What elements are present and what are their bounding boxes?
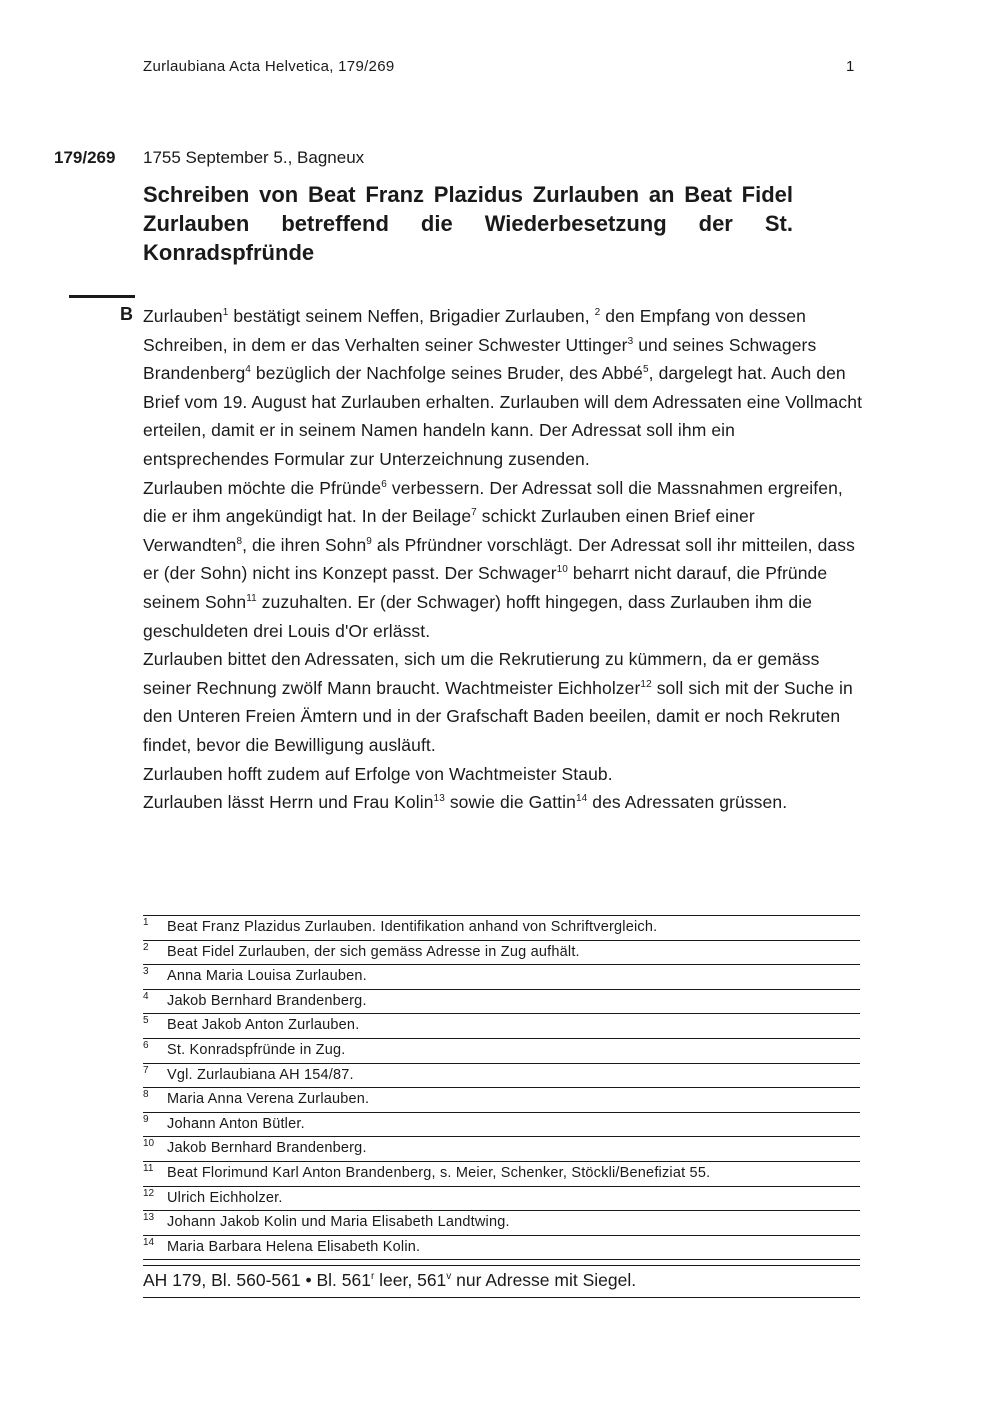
- footnote-ref: 13: [433, 793, 445, 805]
- footnote-number: 2: [143, 941, 149, 953]
- footnote-ref: 3: [627, 335, 634, 347]
- footnote: [143, 1235, 860, 1260]
- footnote: [143, 1038, 860, 1063]
- footnote-text: Maria Anna Verena Zurlauben.: [167, 1091, 370, 1108]
- footnote-number: 9: [143, 1113, 149, 1125]
- footnote-ref: 2: [594, 307, 601, 319]
- dateline: 1755 September 5., Bagneux: [143, 148, 365, 167]
- footnote-ref: 10: [556, 564, 568, 576]
- footnote: [143, 1161, 860, 1186]
- section-divider: [69, 295, 135, 298]
- footnote: [143, 1087, 860, 1112]
- footnote-ref: 12: [640, 678, 652, 690]
- summary-paragraph: Zurlauben möchte die Pfründe$^6$ verbessern. Der Adressat soll die Massnahmen ergreifen, die er ihm angekündigt hat. In der Beilage$^7$ schickt Zurlauben einen Brief einer Verwandten$^8$, die ihren Sohn$^9$ als Pfründner vorschlägt. Der Adressat soll ihr mitteilen, dass er (der Sohn) nicht ins Konzept passt. Der Schwager$^{10}$ beharrt nicht darauf, die Pfründe seinem Sohn$^{11}$ zuzuhalten. Er (der Schwager) hofft hingegen, dass Zurlauben ihm die geschuldeten drei Louis d'Or erlässt.: [143, 477, 855, 641]
- footnote-text: Maria Barbara Helena Elisabeth Kolin.: [167, 1238, 421, 1255]
- summary-paragraph: Zurlauben hofft zudem auf Erfolge von Wachtmeister Staub.: [143, 763, 613, 784]
- footnote-number: 12: [143, 1187, 155, 1199]
- footnote: [143, 940, 860, 965]
- document-id: 179/269: [54, 148, 116, 167]
- summary-paragraph: Zurlauben bittet den Adressaten, sich um die Rekrutierung zu kümmern, da er gemäss seiner Rechnung zwölf Mann braucht. Wachtmeister Eichholzer$^{12}$ soll sich mit der Suche in den Unteren Freien Ämtern und in der Grafschaft Baden beeilen, damit er noch Rekruten findet, bevor die Bewilligung ausläuft.: [143, 649, 853, 755]
- summary-text: [143, 302, 863, 817]
- footnote-number: 5: [143, 1015, 149, 1027]
- summary-marker: B: [120, 304, 133, 324]
- footnote: [143, 1210, 860, 1235]
- footnote: [143, 1186, 860, 1211]
- footnote-text: Beat Jakob Anton Zurlauben.: [167, 1017, 360, 1034]
- footnote-text: Ulrich Eichholzer.: [167, 1189, 283, 1206]
- footnote-text: Beat Franz Plazidus Zurlauben. Identifikation anhand von Schriftvergleich.: [167, 919, 658, 935]
- footnote: [143, 1112, 860, 1137]
- footnote: [143, 1136, 860, 1161]
- footnote: [143, 915, 860, 940]
- page-number: 1: [846, 58, 855, 75]
- footnote-ref: 5: [642, 364, 649, 376]
- footnote-text: Beat Florimund Karl Anton Brandenberg, s. Meier, Schenker, Stöckli/Benefiziat 55.: [167, 1164, 711, 1181]
- footnote-number: 1: [143, 917, 149, 928]
- footnote-ref: 8: [236, 535, 243, 547]
- footnote-text: Anna Maria Louisa Zurlauben.: [167, 968, 367, 985]
- footnote-number: 14: [143, 1236, 155, 1248]
- footnote-number: 6: [143, 1039, 149, 1051]
- footnote-number: 10: [143, 1138, 155, 1150]
- footnote-text: St. Konradspfründe in Zug.: [167, 1041, 346, 1058]
- footnote-number: 11: [143, 1162, 154, 1174]
- source-text: AH 179, Bl. 560-561 • Bl. 561$^r$ leer, 561$^v$ nur Adresse mit Siegel.: [143, 1270, 637, 1290]
- footnote-text: Johann Jakob Kolin und Maria Elisabeth Landtwing.: [167, 1214, 510, 1231]
- footnote-text: Beat Fidel Zurlauben, der sich gemäss Adresse in Zug aufhält.: [167, 943, 580, 960]
- footnote-ref: 7: [471, 507, 477, 519]
- footnote-text: Jakob Bernhard Brandenberg.: [167, 992, 367, 1009]
- footnote-ref: 14: [575, 793, 588, 805]
- summary-paragraph: Zurlauben$^1$ bestätigt seinem Neffen, Brigadier Zurlauben, $^2$ den Empfang von dessen Schreiben, in dem er das Verhalten seiner Schwester Uttinger$^3$ und seines Schwagers Brandenberg$^4$ bezüglich der Nachfolge seines Bruder, des Abbé$^5$, dargelegt hat. Auch den Brief vom 19. August hat Zurlauben erhalten. Zurlauben will dem Adressaten eine Vollmacht erteilen, damit er in seinem Namen handeln kann. Der Adressat soll ihm ein entsprechendes Formular zur Unterzeichnung zusenden.: [143, 306, 863, 469]
- footnote-number: 8: [143, 1089, 149, 1101]
- footnote: [143, 964, 860, 989]
- summary-paragraph: Zurlauben lässt Herrn und Frau Kolin$^{13}$ sowie die Gattin$^{14}$ des Adressaten grüssen.: [143, 792, 788, 813]
- footnote-text: Jakob Bernhard Brandenberg.: [167, 1140, 367, 1157]
- footnote-ref: 11: [246, 593, 257, 605]
- footnote-text: Vgl. Zurlaubiana AH 154/87.: [167, 1066, 354, 1083]
- footnote-ref: 9: [366, 535, 372, 547]
- source-reference: [143, 1265, 860, 1298]
- running-title: Zurlaubiana Acta Helvetica, 179/269: [143, 58, 395, 75]
- footnote-list: [143, 915, 860, 1260]
- footnote: [143, 1013, 860, 1038]
- footnote-list-end-rule: [143, 1259, 860, 1260]
- footnote-number: 4: [143, 990, 149, 1002]
- footnote-number: 13: [143, 1212, 155, 1224]
- footnote-number: 7: [143, 1064, 149, 1076]
- document-title: Schreiben von Beat Franz Plazidus Zurlauben an Beat Fidel Zurlauben betreffend die Wiederbesetzung der St. Konradspfründe: [143, 182, 793, 265]
- footnote-text: Johann Anton Bütler.: [167, 1115, 305, 1132]
- footnote-ref: 4: [245, 364, 251, 376]
- footnote-number: 3: [143, 966, 149, 978]
- footnote: [143, 1063, 860, 1088]
- footnote-ref: 6: [381, 478, 387, 490]
- footnote-ref: 1: [222, 307, 229, 319]
- footnote: [143, 989, 860, 1014]
